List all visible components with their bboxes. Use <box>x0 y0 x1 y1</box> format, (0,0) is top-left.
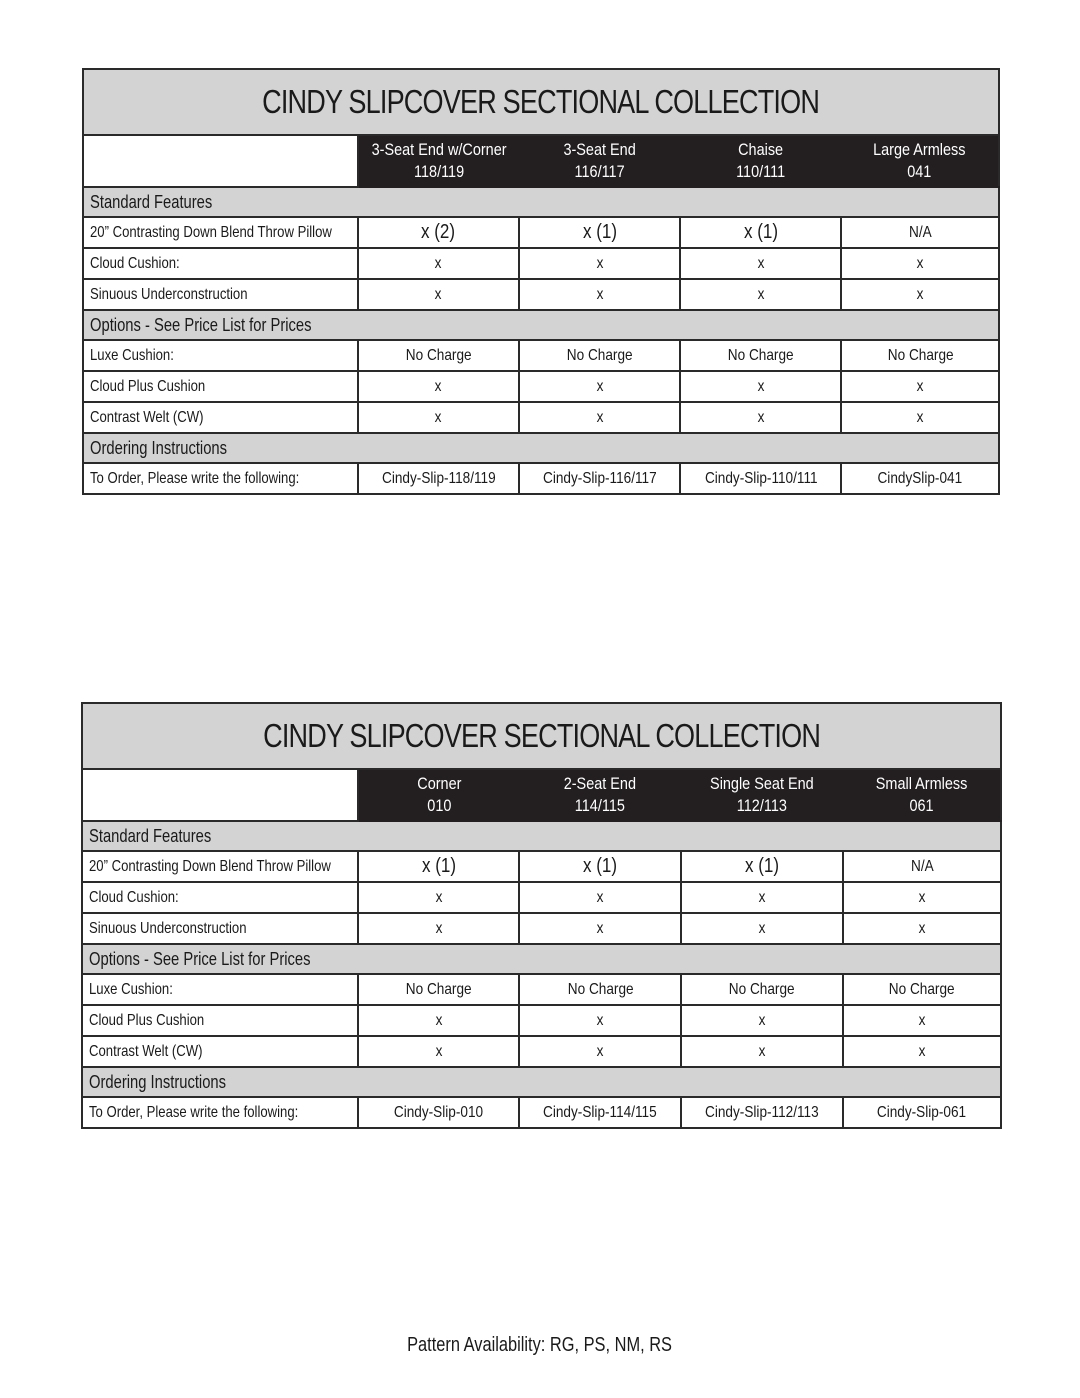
section-options <box>83 310 999 340</box>
row-value <box>358 1036 520 1067</box>
row-label-text: 20” Contrasting Down Blend Throw Pillow <box>89 857 331 875</box>
column-name: 3-Seat End w/Corner <box>371 140 507 159</box>
row-value-text: x (1) <box>743 221 778 243</box>
row-value-text: x <box>916 377 924 395</box>
column-code: 116/117 <box>574 162 625 181</box>
row-value-text: x <box>916 254 924 272</box>
column-header <box>680 135 841 187</box>
row-value <box>519 402 680 433</box>
row-value-text: x <box>434 285 442 303</box>
table-row <box>82 974 1001 1005</box>
column-header <box>358 769 520 821</box>
row-label-text: Cloud Cushion: <box>90 254 180 272</box>
row-label <box>83 248 358 279</box>
row-label-text: Sinuous Underconstruction <box>89 919 247 937</box>
column-name: 2-Seat End <box>564 774 637 793</box>
row-value-text: x (2) <box>421 221 456 243</box>
row-label <box>83 279 358 310</box>
row-value-text: No Charge <box>567 980 634 998</box>
row-label <box>82 913 358 944</box>
row-value <box>680 371 841 402</box>
row-value-text: x <box>918 888 926 906</box>
row-value-text: No Charge <box>887 346 954 364</box>
row-value <box>519 882 681 913</box>
row-value <box>681 882 843 913</box>
row-value <box>843 1005 1001 1036</box>
row-value <box>841 340 999 371</box>
section-label: Ordering Instructions <box>89 1071 227 1092</box>
row-value <box>519 217 680 248</box>
row-value <box>843 851 1001 882</box>
row-label <box>83 340 358 371</box>
row-value <box>519 279 680 310</box>
row-value-text: x (1) <box>582 221 617 243</box>
row-label-text: Contrast Welt (CW) <box>90 408 204 426</box>
row-value <box>519 913 681 944</box>
order-code <box>519 463 680 494</box>
table-title-text: CINDY SLIPCOVER SECTIONAL COLLECTION <box>263 717 820 754</box>
row-value-text: No Charge <box>405 346 472 364</box>
row-value-text: x <box>434 408 442 426</box>
row-label <box>83 371 358 402</box>
row-label <box>82 974 358 1005</box>
spec-table-1 <box>82 68 1000 495</box>
row-label <box>82 1036 358 1067</box>
row-value <box>358 279 519 310</box>
header-blank-cell <box>82 769 358 821</box>
section-label: Ordering Instructions <box>90 437 228 458</box>
row-value <box>519 851 681 882</box>
column-name: Corner <box>416 774 462 793</box>
row-value <box>680 340 841 371</box>
order-code <box>519 1097 681 1128</box>
table-title <box>82 703 1001 769</box>
table-row <box>82 1036 1001 1067</box>
order-code-text: Cindy-Slip-114/115 <box>543 1103 658 1121</box>
order-code <box>841 463 999 494</box>
row-label-text: To Order, Please write the following: <box>90 469 300 487</box>
row-label <box>82 1005 358 1036</box>
row-value-text: x <box>596 377 603 395</box>
column-code: 010 <box>426 796 452 815</box>
row-value-text: N/A <box>910 857 934 875</box>
table-row <box>83 371 999 402</box>
row-value-text: x <box>918 919 926 937</box>
row-label-text: Cloud Cushion: <box>89 888 179 906</box>
row-value <box>358 913 520 944</box>
table-row <box>83 248 999 279</box>
order-code <box>358 463 519 494</box>
pattern-availability-text: Pattern Availability: RG, PS, NM, RS <box>407 1334 673 1356</box>
row-label-text: 20” Contrasting Down Blend Throw Pillow <box>90 223 332 241</box>
row-label <box>82 1097 358 1128</box>
row-value-text: x (1) <box>745 855 780 877</box>
table-row <box>82 913 1001 944</box>
order-code-text: Cindy-Slip-110/111 <box>704 469 818 487</box>
row-label-text: Sinuous Underconstruction <box>90 285 248 303</box>
row-value <box>358 248 519 279</box>
row-label <box>82 851 358 882</box>
section-label: Options - See Price List for Prices <box>89 948 311 969</box>
row-value <box>843 882 1001 913</box>
row-label <box>82 882 358 913</box>
row-value <box>681 1036 843 1067</box>
row-value <box>519 974 681 1005</box>
column-code: 041 <box>907 162 932 181</box>
order-code-text: Cindy-Slip-010 <box>393 1103 484 1121</box>
table-row <box>82 851 1001 882</box>
row-value-text: x <box>758 919 766 937</box>
column-header <box>841 135 999 187</box>
order-code-text: Cindy-Slip-061 <box>877 1103 967 1121</box>
row-value-text: x <box>596 919 604 937</box>
row-value <box>841 248 999 279</box>
row-value-text: x <box>757 377 765 395</box>
column-name: Single Seat End <box>710 774 814 793</box>
row-value <box>681 913 843 944</box>
row-value-text: x <box>596 1042 604 1060</box>
order-code <box>358 1097 520 1128</box>
row-value-text: x <box>916 285 924 303</box>
order-code <box>843 1097 1001 1128</box>
column-header <box>843 769 1001 821</box>
row-value <box>519 1005 681 1036</box>
row-value-text: x <box>435 888 442 906</box>
row-label-text: To Order, Please write the following: <box>89 1103 299 1121</box>
row-value-text: x (1) <box>421 855 456 877</box>
row-value-text: x <box>916 408 924 426</box>
row-value <box>358 1005 520 1036</box>
table-row <box>83 402 999 433</box>
column-code: 114/115 <box>575 796 626 815</box>
order-code <box>681 1097 843 1128</box>
row-value <box>841 402 999 433</box>
row-value <box>843 974 1001 1005</box>
column-header <box>519 135 680 187</box>
row-value-text: x <box>757 408 765 426</box>
row-value-text: x <box>596 408 603 426</box>
row-label <box>83 463 358 494</box>
row-label-text: Cloud Plus Cushion <box>89 1011 205 1029</box>
row-value <box>681 974 843 1005</box>
row-value-text: No Charge <box>405 980 472 998</box>
row-value-text: x (1) <box>583 855 618 877</box>
row-value <box>841 217 999 248</box>
row-value <box>843 1036 1001 1067</box>
row-value <box>680 248 841 279</box>
table-row <box>83 340 999 371</box>
table-row <box>82 1097 1001 1128</box>
column-code: 110/111 <box>736 162 786 181</box>
row-value-text: x <box>434 377 442 395</box>
pattern-availability <box>0 1334 1080 1357</box>
order-code-text: Cindy-Slip-118/119 <box>381 469 496 487</box>
row-value <box>681 851 843 882</box>
row-label <box>83 217 358 248</box>
row-value <box>358 340 519 371</box>
row-value-text: x <box>435 919 442 937</box>
section-standard-features <box>82 821 1001 851</box>
row-value <box>358 851 520 882</box>
column-name: Small Armless <box>875 774 968 793</box>
row-value-text: x <box>435 1042 442 1060</box>
column-code: 118/119 <box>413 162 464 181</box>
column-header <box>358 135 519 187</box>
row-value-text: x <box>757 285 765 303</box>
table-title <box>83 69 999 135</box>
row-value-text: N/A <box>908 223 932 241</box>
order-code-text: Cindy-Slip-116/117 <box>542 469 657 487</box>
section-options <box>82 944 1001 974</box>
row-value <box>358 974 520 1005</box>
row-value <box>841 279 999 310</box>
order-code-text: Cindy-Slip-112/113 <box>705 1103 819 1121</box>
row-value <box>680 402 841 433</box>
row-value-text: x <box>757 254 765 272</box>
row-value-text: x <box>758 1011 766 1029</box>
table-row <box>83 279 999 310</box>
table-title-text: CINDY SLIPCOVER SECTIONAL COLLECTION <box>262 83 820 120</box>
row-value <box>841 371 999 402</box>
section-standard-features <box>83 187 999 217</box>
row-value <box>519 371 680 402</box>
column-header <box>519 769 681 821</box>
row-label-text: Contrast Welt (CW) <box>89 1042 203 1060</box>
row-value-text: x <box>918 1011 926 1029</box>
table-row <box>83 463 999 494</box>
section-ordering <box>83 433 999 463</box>
row-value <box>358 217 519 248</box>
row-value-text: x <box>596 254 603 272</box>
section-label: Standard Features <box>90 191 213 212</box>
column-code: 112/113 <box>736 796 788 815</box>
column-code: 061 <box>909 796 934 815</box>
row-value <box>519 1036 681 1067</box>
row-value <box>681 1005 843 1036</box>
order-code-text: CindySlip-041 <box>877 469 963 487</box>
column-header <box>681 769 843 821</box>
row-label-text: Cloud Plus Cushion <box>90 377 206 395</box>
row-value-text: x <box>758 888 766 906</box>
header-blank-cell <box>83 135 358 187</box>
column-name: 3-Seat End <box>563 140 636 159</box>
row-value-text: x <box>918 1042 926 1060</box>
row-value <box>680 217 841 248</box>
row-value-text: x <box>596 888 604 906</box>
row-label <box>83 402 358 433</box>
row-value-text: No Charge <box>889 980 955 998</box>
column-name: Large Armless <box>873 140 966 159</box>
row-value <box>358 402 519 433</box>
row-value-text: No Charge <box>566 346 633 364</box>
table-row <box>83 217 999 248</box>
row-value <box>358 882 520 913</box>
row-value-text: x <box>596 285 603 303</box>
row-value-text: x <box>435 1011 442 1029</box>
section-label: Standard Features <box>89 825 212 846</box>
row-value-text: x <box>596 1011 604 1029</box>
row-value-text: x <box>434 254 442 272</box>
row-label-text: Luxe Cushion: <box>90 346 174 364</box>
row-value-text: No Charge <box>729 980 795 998</box>
row-value-text: No Charge <box>727 346 794 364</box>
row-value <box>519 340 680 371</box>
row-value-text: x <box>758 1042 766 1060</box>
row-label-text: Luxe Cushion: <box>89 980 173 998</box>
spec-table-2 <box>81 702 1002 1129</box>
row-value <box>519 248 680 279</box>
row-value <box>680 279 841 310</box>
column-name: Chaise <box>738 140 784 159</box>
section-ordering <box>82 1067 1001 1097</box>
row-value <box>358 371 519 402</box>
table-row <box>82 1005 1001 1036</box>
table-row <box>82 882 1001 913</box>
order-code <box>680 463 841 494</box>
section-label: Options - See Price List for Prices <box>90 314 312 335</box>
row-value <box>843 913 1001 944</box>
